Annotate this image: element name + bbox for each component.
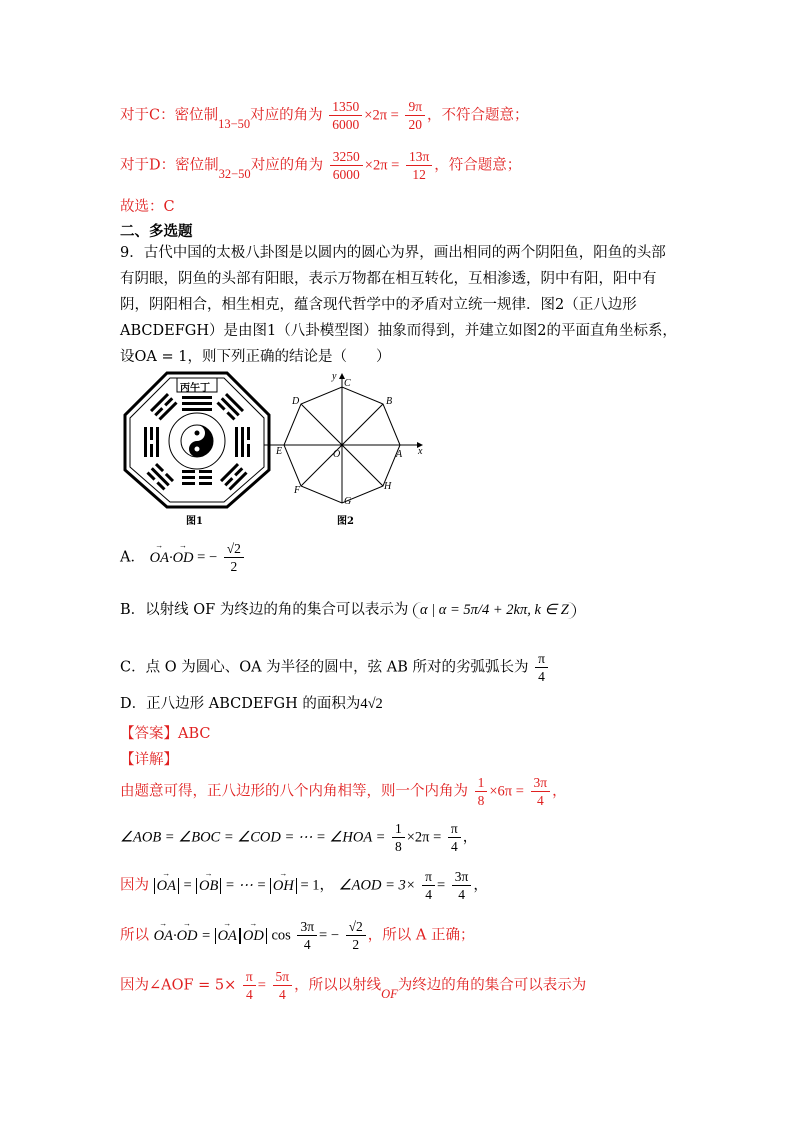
svg-text:B: B <box>386 396 393 407</box>
detail-line-2 <box>120 820 477 855</box>
den: 4 <box>536 793 544 808</box>
octagon-figure <box>262 370 427 510</box>
option-a: A． OA →·OD → = − $\frac{√2}{2}$ <box>120 540 246 575</box>
num: 3π <box>531 774 551 792</box>
code: 13−50 <box>218 116 251 131</box>
detail-line-5 <box>120 968 586 1003</box>
svg-text:A: A <box>396 449 403 460</box>
fraction <box>329 98 362 133</box>
den: 4 <box>303 937 311 952</box>
fraction <box>273 968 293 1003</box>
fig1-caption: 图1 <box>186 516 203 527</box>
text: = <box>436 877 446 894</box>
num: π <box>535 650 548 668</box>
svg-text:G: G <box>344 496 352 507</box>
text: = − <box>319 927 339 944</box>
code: 32−50 <box>218 166 251 181</box>
value: 4√2 <box>360 696 383 712</box>
detail-line-4: 所以 OA →·OD → = OA → OD → cos $\frac{3\pi}{4}$ = − $\frac{√2}{2}$ ，所以 A 正确； <box>120 918 474 953</box>
label: D．正八边形 ABCDEFGH 的面积为 <box>120 696 361 712</box>
option-c-analysis <box>120 98 529 133</box>
fraction <box>535 650 548 685</box>
den: 12 <box>412 167 426 182</box>
fraction <box>330 148 363 183</box>
fraction <box>224 540 244 575</box>
label: C．点 O 为圆心、OA 为半径的圆中，弦 AB 所对的劣弧弧长为 <box>120 659 529 676</box>
den: 4 <box>458 887 465 902</box>
fraction <box>406 148 432 183</box>
den: 4 <box>538 669 545 684</box>
text: ，不符合题意； <box>427 107 529 124</box>
label: A． <box>120 549 145 566</box>
svg-text:x: x <box>418 446 423 457</box>
text: ，所以 A 正确； <box>367 927 475 944</box>
text: ∠AOB = ∠BOC = ∠COD = ⋯ = ∠HOA = <box>120 829 386 846</box>
text: ∠AOD = 3× <box>338 877 416 894</box>
num: π <box>243 968 256 986</box>
num: 13π <box>406 148 432 166</box>
den: 6000 <box>332 117 360 132</box>
option-b <box>120 598 576 619</box>
text: ， <box>462 829 478 846</box>
den: 4 <box>450 839 458 854</box>
num: 9π <box>405 98 425 116</box>
den: 2 <box>230 559 238 574</box>
detail-line-3: 因为 OA → = OB → = ⋯ = OH → = 1， ∠AOD = 3× $\frac{\pi}{4}$ = $\frac{3\pi}{4}$ ， <box>120 868 488 903</box>
text: cos <box>271 927 291 944</box>
text: ×2π = <box>406 829 442 846</box>
text: 为终边的角的集合可以表示为 <box>397 977 587 994</box>
angle-set: α | α = 5π/4 + 2kπ, k ∈ Z <box>413 602 576 619</box>
num: √2 <box>346 918 366 936</box>
num: 1350 <box>329 98 362 116</box>
fraction <box>531 774 551 809</box>
text: 因为 <box>120 877 149 894</box>
detail-line-1 <box>120 774 567 809</box>
svg-text:E: E <box>276 446 283 457</box>
option-c <box>120 650 550 685</box>
section-title: 二、多选题 <box>120 223 193 240</box>
conclusion: 故选：C <box>120 199 175 215</box>
text: ×2π = <box>364 157 400 174</box>
text: 所以 <box>120 927 149 944</box>
num: 5π <box>273 968 293 986</box>
answer: 【答案】ABC <box>120 726 211 742</box>
svg-text:F: F <box>294 485 301 496</box>
svg-text:C: C <box>344 378 351 389</box>
num: 1 <box>392 820 405 838</box>
svg-text:H: H <box>384 481 392 492</box>
den: 4 <box>245 987 253 1002</box>
text: 因为∠AOF = 5× <box>120 977 237 994</box>
den: 2 <box>352 937 360 952</box>
den: 6000 <box>332 167 360 182</box>
fraction <box>448 820 461 855</box>
den: 4 <box>425 887 432 902</box>
fraction <box>452 868 472 903</box>
fraction <box>297 918 317 953</box>
text: OF <box>381 986 398 1001</box>
num: π <box>422 868 435 886</box>
text: ×2π = <box>364 107 399 124</box>
fig2-caption: 图2 <box>337 516 354 527</box>
option-d <box>120 692 383 713</box>
num: 3π <box>297 918 317 936</box>
den: 20 <box>408 117 422 132</box>
text: ，符合题意； <box>434 157 522 174</box>
text: 由题意可得，正八边形的八个内角相等，则一个内角为 <box>120 783 468 800</box>
fraction <box>243 968 256 1003</box>
num: 1 <box>475 774 488 792</box>
fig1-top-label: 丙午丁 <box>180 383 210 394</box>
fraction <box>346 918 366 953</box>
num: 3π <box>452 868 472 886</box>
text: 对应的角为 <box>250 107 323 124</box>
num: √2 <box>224 540 244 558</box>
fraction <box>392 820 405 855</box>
den: 8 <box>395 839 402 854</box>
text: ， <box>552 783 567 800</box>
svg-text:D: D <box>292 396 300 407</box>
num: π <box>448 820 461 838</box>
num: 3250 <box>330 148 363 166</box>
text: ×6π = <box>489 783 524 800</box>
text: = <box>257 977 266 994</box>
text: 对于D：密位制 <box>120 157 219 174</box>
fraction <box>405 98 425 133</box>
option-d-analysis <box>120 148 521 183</box>
den: 8 <box>477 793 485 808</box>
text: ， <box>473 877 488 894</box>
den: 4 <box>278 987 286 1002</box>
label: B．以射线 OF 为终边的角的集合可以表示为 <box>120 602 409 618</box>
text: ，所以以射线 <box>294 977 382 994</box>
detail-label: 【详解】 <box>120 752 178 768</box>
svg-text:y: y <box>332 371 337 382</box>
text: = 1， <box>300 877 335 894</box>
text: 对应的角为 <box>250 157 324 174</box>
text: 对于C：密位制 <box>120 107 219 124</box>
fraction <box>475 774 488 809</box>
fraction <box>422 868 435 903</box>
question-text: 9．古代中国的太极八卦图是以圆内的圆心为界，画出相同的两个阴阳鱼，阳鱼的头部有阴眼，阴鱼的头部有阳眼，表示万物都在相互转化，互相渗透，阴中有阳，阳中有阴，阴阳相合，相生相克，蕴含现代哲学中的矛盾对立统一规律．图2（正八边形 ABCDEFGH）是由图1（八卦模型图）抽象而得到，并建立如图2的平面直角坐标系，设OA = 1，则下列正确的结论是（ ） <box>120 245 677 365</box>
svg-text:O: O <box>333 449 341 460</box>
